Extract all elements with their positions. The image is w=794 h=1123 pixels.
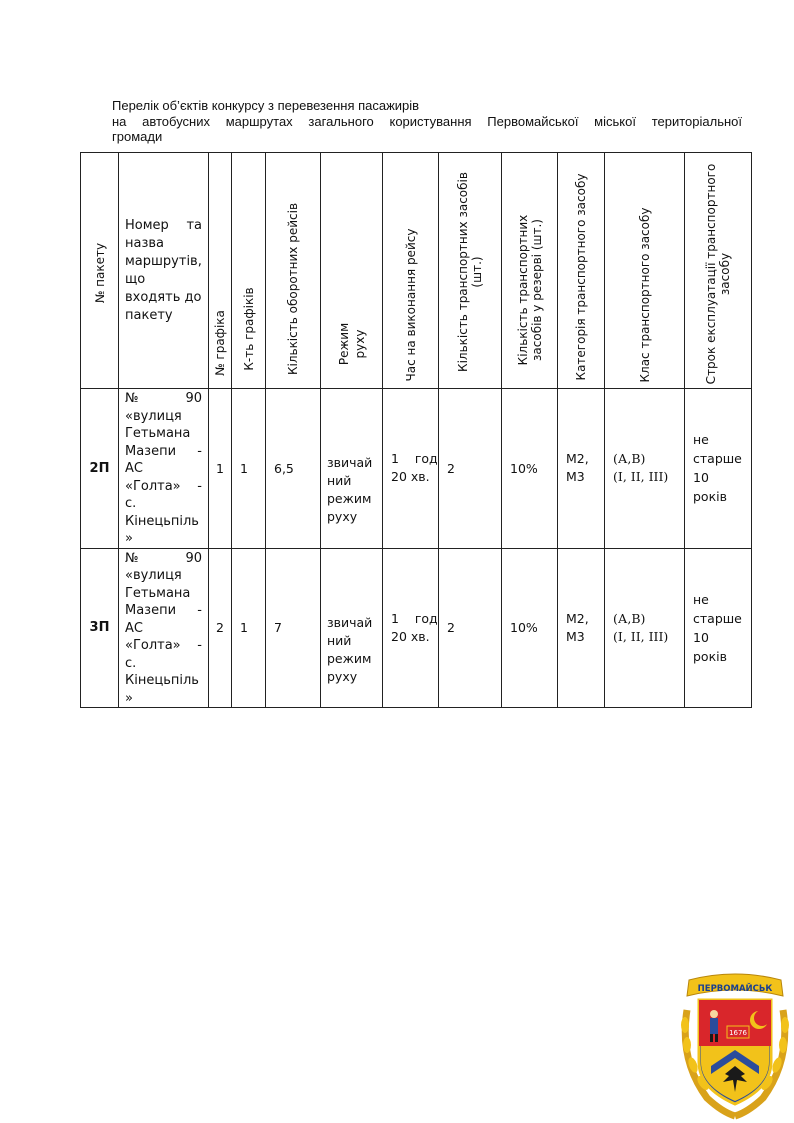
header-vehicles — [439, 153, 502, 389]
heading-line-1: Перелік об’єктів конкурсу з перевезення пасажирів — [112, 98, 420, 113]
header-trips — [266, 153, 321, 389]
time-line: 1 год — [391, 610, 438, 626]
age-line: не — [693, 432, 709, 448]
banner — [687, 974, 783, 996]
cell-route — [119, 389, 209, 549]
mode-line: режим — [327, 650, 372, 666]
route-line: с. — [125, 496, 137, 511]
time-line: 20 хв. — [391, 469, 430, 485]
header-trip-time-text: Час на виконання рейсу — [403, 228, 418, 382]
header-route-line: що — [125, 271, 146, 287]
route-line: АС — [125, 461, 143, 476]
time-line: 20 хв. — [391, 628, 430, 644]
route-line: АС — [125, 620, 143, 636]
header-route-line: Номер та — [125, 217, 202, 233]
cell-class — [605, 389, 685, 549]
route-line: «Голта» - — [125, 478, 202, 494]
cell-trips: 6,5 — [266, 389, 321, 549]
age-line: старше — [693, 610, 742, 626]
cell-category — [558, 548, 605, 708]
mode-line: звичай — [327, 614, 373, 630]
category-line: М2, — [566, 610, 589, 626]
mode-line: режим — [327, 491, 372, 507]
city-emblem — [677, 970, 793, 1123]
cell-vehicles: 2 — [439, 389, 502, 549]
mode-line: звичай — [327, 455, 373, 471]
cell-class — [605, 548, 685, 708]
mode-line: руху — [327, 509, 358, 525]
age-line: не — [693, 591, 709, 607]
header-route-line: пакету — [125, 307, 173, 323]
route-line: «вулиця — [125, 408, 182, 424]
header-vehicles-text: Кількість транспортних засобів (шт.) — [456, 172, 484, 372]
header-trips-text: Кількість оборотних рейсів — [286, 202, 300, 376]
route-line: » — [125, 690, 133, 706]
route-line: Мазепи - — [125, 443, 202, 459]
header-schedule-count-text: К-ть графіків — [241, 287, 256, 371]
route-line: Кінецьпіль — [125, 513, 199, 529]
cell-trip-time — [383, 389, 439, 549]
route-line: Гетьмана — [125, 426, 191, 441]
cell-reserve: 10% — [502, 548, 558, 708]
header-reserve — [502, 153, 558, 389]
cell-category — [558, 389, 605, 549]
document-heading — [112, 98, 742, 145]
table-row — [81, 389, 752, 549]
header-trip-time — [383, 153, 439, 389]
header-package-text: № пакету — [92, 242, 107, 304]
category-line: М2, — [566, 451, 589, 467]
header-mode — [321, 153, 383, 389]
mode-line: руху — [327, 668, 358, 684]
category-line: М3 — [566, 469, 585, 485]
cell-schedule-no: 2 — [209, 548, 232, 708]
header-schedule-no — [209, 153, 232, 389]
route-line: Кінецьпіль — [125, 673, 199, 688]
cell-reserve: 10% — [502, 389, 558, 549]
heading-line-3: громади — [112, 129, 163, 144]
class-line: (I, II, III) — [613, 469, 669, 485]
age-line: старше — [693, 451, 742, 467]
header-mode-text: Режим руху — [336, 322, 367, 366]
cell-mode — [321, 389, 383, 549]
cell-schedule-count: 1 — [232, 389, 266, 549]
table-header-row — [81, 153, 752, 389]
age-line: років — [693, 489, 727, 505]
table-row — [81, 548, 752, 708]
category-line: М3 — [566, 628, 585, 644]
cell-trip-time — [383, 548, 439, 708]
route-line: Гетьмана — [125, 585, 191, 601]
header-route-line: маршрутів, — [125, 253, 202, 269]
header-schedule-count — [232, 153, 266, 389]
cell-service-life — [685, 389, 752, 549]
header-class — [605, 153, 685, 389]
year-text: 1676 — [729, 1029, 747, 1037]
class-line: (А,В) — [613, 610, 646, 626]
cell-trips: 7 — [266, 548, 321, 708]
cell-package: 3П — [81, 548, 119, 708]
route-line: с. — [125, 655, 137, 671]
cell-mode — [321, 548, 383, 708]
class-line: (I, II, III) — [613, 628, 669, 644]
cell-package: 2П — [81, 389, 119, 549]
header-class-text: Клас транспортного засобу — [637, 207, 652, 383]
age-line: 10 — [693, 470, 709, 486]
class-line: (А,В) — [613, 451, 646, 467]
route-line: » — [125, 531, 133, 546]
banner-text: ПЕРВОМАЙСЬК — [697, 984, 773, 994]
cell-schedule-count: 1 — [232, 548, 266, 708]
route-line: «Голта» - — [125, 638, 202, 653]
header-route-line: назва — [125, 235, 165, 251]
heading-line-2: на автобусних маршрутах загального користування Первомайської міської територіальної — [112, 113, 742, 129]
header-reserve-text: Кількість транспортних засобів у резерві (шт.) — [515, 214, 544, 366]
header-service-life — [685, 153, 752, 389]
cell-service-life — [685, 548, 752, 708]
header-route — [119, 153, 209, 389]
route-line: № 90 — [125, 391, 202, 406]
mode-line: ний — [327, 632, 352, 648]
time-line: 1 год — [391, 451, 438, 467]
header-category-text: Категорія транспортного засобу — [574, 173, 588, 381]
header-service-life-text: Строк експлуатації транспортного засобу — [704, 163, 732, 385]
header-category — [558, 153, 605, 389]
header-route-line: входять до — [125, 289, 202, 305]
mode-line: ний — [327, 473, 352, 489]
age-line: років — [693, 648, 727, 664]
header-schedule-no-text: № графіка — [213, 310, 227, 376]
header-package — [81, 153, 119, 389]
contest-objects-table — [80, 152, 752, 708]
route-line: Мазепи - — [125, 603, 202, 618]
route-line: «вулиця — [125, 568, 182, 583]
cell-vehicles: 2 — [439, 548, 502, 708]
cell-schedule-no: 1 — [209, 389, 232, 549]
cell-route — [119, 548, 209, 708]
year-plaque — [727, 1026, 749, 1038]
age-line: 10 — [693, 629, 709, 645]
route-line: № 90 — [125, 550, 202, 566]
